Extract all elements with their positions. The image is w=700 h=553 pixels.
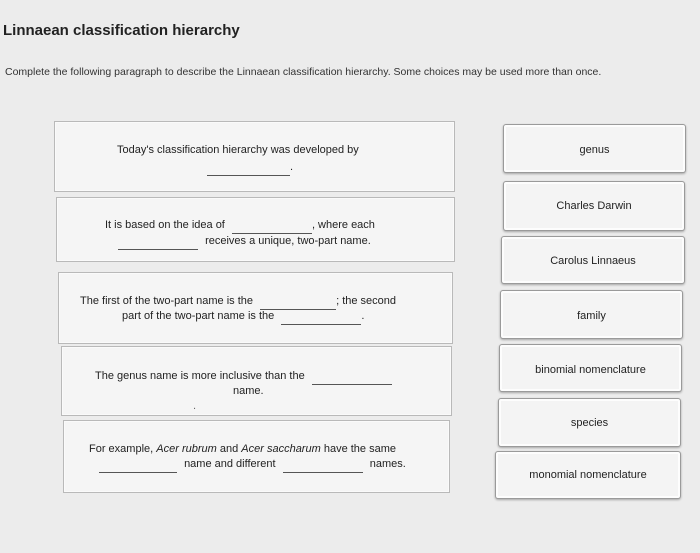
sentence-box-5 bbox=[63, 420, 450, 493]
choice-label: Carolus Linnaeus bbox=[550, 255, 636, 267]
choice-label: species bbox=[570, 417, 609, 429]
sentence-2-part-c: receives a unique, two-part name. bbox=[205, 235, 371, 247]
sentence-1-text: Today's classification hierarchy was developed by bbox=[117, 144, 359, 156]
choice-carolus-linnaeus[interactable] bbox=[501, 236, 685, 284]
species-name-2: Acer saccharum bbox=[241, 443, 321, 455]
drop-target-3[interactable] bbox=[118, 234, 198, 250]
drop-target-4[interactable] bbox=[260, 294, 336, 310]
sentence-box-4 bbox=[61, 346, 452, 416]
drop-target-7[interactable] bbox=[99, 457, 177, 473]
drop-target-5[interactable] bbox=[281, 309, 361, 325]
choice-label: family bbox=[577, 310, 606, 322]
species-name-1: Acer rubrum bbox=[156, 443, 217, 455]
sentence-3-part-c: part of the two-part name is the bbox=[122, 310, 275, 322]
page-title: Linnaean classification hierarchy bbox=[3, 22, 240, 39]
sentence-3-part-a: The first of the two-part name is the bbox=[80, 295, 254, 307]
drop-target-1[interactable] bbox=[207, 160, 290, 176]
sentence-3-period: . bbox=[361, 310, 365, 322]
sentence-4-part-b: name. bbox=[233, 385, 264, 397]
drop-target-2[interactable] bbox=[232, 218, 312, 234]
sentence-5-part-d: names. bbox=[369, 458, 406, 470]
sentence-2-part-a: It is based on the idea of bbox=[105, 219, 225, 231]
drop-target-8[interactable] bbox=[283, 457, 363, 473]
sentence-2-part-b: , where each bbox=[311, 219, 375, 231]
sentence-5-part-b: have the same bbox=[323, 443, 396, 455]
choice-label: monomial nomenclature bbox=[529, 469, 647, 481]
choice-label: binomial nomenclature bbox=[535, 364, 646, 376]
choice-charles-darwin[interactable] bbox=[503, 181, 685, 231]
sentence-5-part-c: name and different bbox=[184, 458, 276, 470]
choice-family[interactable] bbox=[500, 290, 683, 339]
choice-monomial-nomenclature[interactable] bbox=[495, 451, 681, 499]
sentence-box-1 bbox=[54, 121, 455, 192]
sentence-4-part-a: The genus name is more inclusive than the bbox=[95, 370, 305, 382]
choice-species[interactable] bbox=[498, 398, 681, 447]
choice-binomial-nomenclature[interactable] bbox=[499, 344, 682, 392]
choice-label: genus bbox=[579, 144, 610, 156]
sentence-5-part-a: For example, bbox=[89, 443, 154, 455]
sentence-4-dot: . bbox=[193, 400, 197, 412]
drop-target-6[interactable] bbox=[312, 369, 392, 385]
instructions: Complete the following paragraph to describe the Linnaean classification hierarchy. Some choices may be used more than once. bbox=[5, 66, 602, 78]
sentence-box-3 bbox=[58, 272, 453, 344]
choice-genus[interactable] bbox=[503, 124, 686, 173]
sentence-3-part-b: ; the second bbox=[336, 295, 397, 307]
sentence-1-period: . bbox=[290, 161, 294, 173]
sentence-5-and: and bbox=[219, 443, 239, 455]
sentence-box-2 bbox=[56, 197, 455, 262]
choice-label: Charles Darwin bbox=[556, 200, 632, 212]
